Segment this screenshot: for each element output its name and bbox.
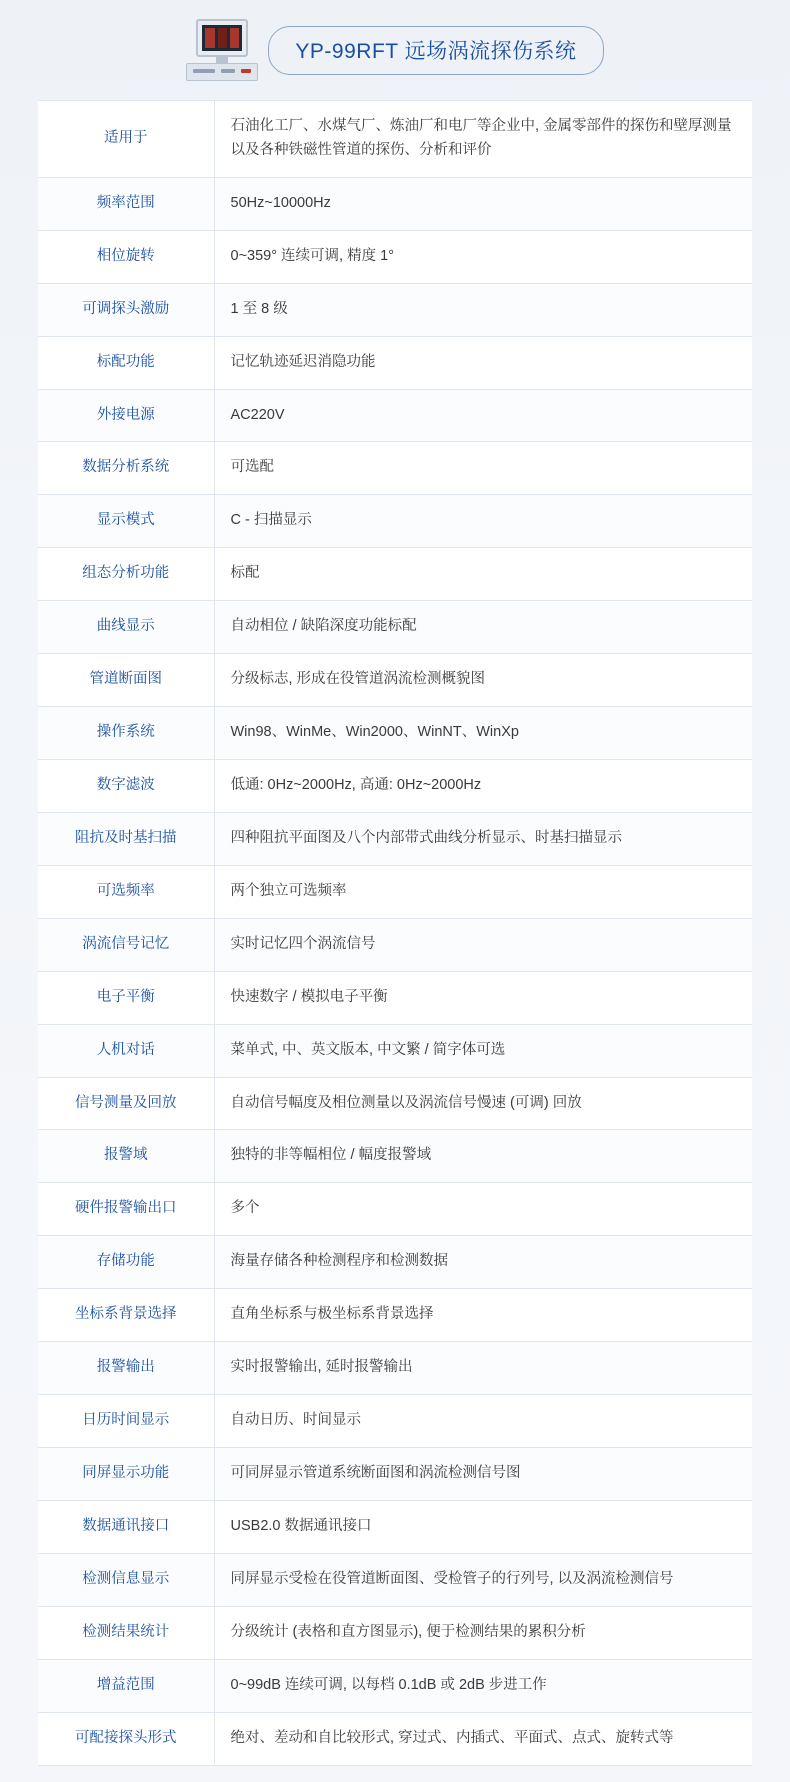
spec-label: 标配功能 [38, 336, 214, 389]
spec-value: 菜单式, 中、英文版本, 中文繁 / 简字体可选 [214, 1024, 752, 1077]
base-slot [193, 69, 215, 73]
spec-value: 自动日历、时间显示 [214, 1395, 752, 1448]
spec-value: 50Hz~10000Hz [214, 177, 752, 230]
table-row [38, 1606, 752, 1659]
spec-value: 自动信号幅度及相位测量以及涡流信号慢速 (可调) 回放 [214, 1077, 752, 1130]
spec-value: 绝对、差动和自比较形式, 穿过式、内插式、平面式、点式、旋转式等 [214, 1712, 752, 1765]
spec-label: 外接电源 [38, 389, 214, 442]
spec-value: 自动相位 / 缺陷深度功能标配 [214, 601, 752, 654]
table-row [38, 1712, 752, 1765]
table-row [38, 1289, 752, 1342]
table-row [38, 1447, 752, 1500]
table-row [38, 759, 752, 812]
spec-label: 日历时间显示 [38, 1395, 214, 1448]
spec-label: 存储功能 [38, 1236, 214, 1289]
table-row [38, 1024, 752, 1077]
spec-label: 涡流信号记忆 [38, 918, 214, 971]
spec-label: 增益范围 [38, 1659, 214, 1712]
spec-value: 四种阻抗平面图及八个内部带式曲线分析显示、时基扫描显示 [214, 812, 752, 865]
table-row [38, 1500, 752, 1553]
spec-label: 电子平衡 [38, 971, 214, 1024]
table-row [38, 707, 752, 760]
table-row [38, 654, 752, 707]
display-cell [218, 28, 227, 48]
spec-value: 多个 [214, 1183, 752, 1236]
specification-table [38, 100, 752, 1766]
spec-value: 两个独立可选频率 [214, 865, 752, 918]
table-row [38, 548, 752, 601]
spec-label: 操作系统 [38, 707, 214, 760]
page-header [0, 0, 790, 100]
spec-label: 报警输出 [38, 1342, 214, 1395]
spec-value: 标配 [214, 548, 752, 601]
spec-label: 可选频率 [38, 865, 214, 918]
spec-value: 石油化工厂、水煤气厂、炼油厂和电厂等企业中, 金属零部件的探伤和壁厚测量以及各种铁磁性管道的探伤、分析和评价 [214, 101, 752, 178]
spec-label: 报警域 [38, 1130, 214, 1183]
display-cell [205, 28, 214, 48]
table-row [38, 812, 752, 865]
base-slot [221, 69, 235, 73]
spec-value: 实时记忆四个涡流信号 [214, 918, 752, 971]
table-row [38, 1130, 752, 1183]
spec-label: 信号测量及回放 [38, 1077, 214, 1130]
table-row [38, 1659, 752, 1712]
table-row [38, 442, 752, 495]
spec-value: 记忆轨迹延迟消隐功能 [214, 336, 752, 389]
monitor-icon [186, 17, 258, 83]
spec-value: 分级统计 (表格和直方图显示), 便于检测结果的累积分析 [214, 1606, 752, 1659]
spec-label: 阻抗及时基扫描 [38, 812, 214, 865]
spec-value: 海量存储各种检测程序和检测数据 [214, 1236, 752, 1289]
spec-value: Win98、WinMe、Win2000、WinNT、WinXp [214, 707, 752, 760]
spec-value: USB2.0 数据通讯接口 [214, 1500, 752, 1553]
spec-label: 可配接探头形式 [38, 1712, 214, 1765]
table-row [38, 283, 752, 336]
table-row [38, 1553, 752, 1606]
spec-value: 1 至 8 级 [214, 283, 752, 336]
table-row [38, 336, 752, 389]
table-row [38, 1395, 752, 1448]
spec-label: 坐标系背景选择 [38, 1289, 214, 1342]
spec-label: 可调探头激励 [38, 283, 214, 336]
spec-value: 可选配 [214, 442, 752, 495]
page-title: YP-99RFT 远场涡流探伤系统 [268, 26, 603, 75]
spec-value: 直角坐标系与极坐标系背景选择 [214, 1289, 752, 1342]
table-row [38, 601, 752, 654]
table-row [38, 177, 752, 230]
specification-table-body [38, 101, 752, 1766]
table-row [38, 230, 752, 283]
base-indicator [241, 69, 251, 73]
table-row [38, 1077, 752, 1130]
display-cell [230, 28, 239, 48]
spec-value: 0~99dB 连续可调, 以每档 0.1dB 或 2dB 步进工作 [214, 1659, 752, 1712]
table-row [38, 865, 752, 918]
monitor-display [202, 25, 242, 51]
spec-label: 曲线显示 [38, 601, 214, 654]
instrument-base [186, 63, 258, 81]
spec-value: 快速数字 / 模拟电子平衡 [214, 971, 752, 1024]
spec-label: 数据通讯接口 [38, 1500, 214, 1553]
monitor-screen [196, 19, 248, 57]
bottom-spacer [0, 1766, 790, 1782]
table-row [38, 1236, 752, 1289]
table-row [38, 1342, 752, 1395]
table-row [38, 971, 752, 1024]
spec-label: 检测结果统计 [38, 1606, 214, 1659]
spec-label: 检测信息显示 [38, 1553, 214, 1606]
spec-value: 独特的非等幅相位 / 幅度报警域 [214, 1130, 752, 1183]
spec-value: AC220V [214, 389, 752, 442]
spec-label: 管道断面图 [38, 654, 214, 707]
table-row [38, 389, 752, 442]
spec-label: 频率范围 [38, 177, 214, 230]
spec-label: 显示模式 [38, 495, 214, 548]
spec-value: 可同屏显示管道系统断面图和涡流检测信号图 [214, 1447, 752, 1500]
spec-value: 分级标志, 形成在役管道涡流检测概貌图 [214, 654, 752, 707]
table-row [38, 101, 752, 178]
spec-value: 实时报警输出, 延时报警输出 [214, 1342, 752, 1395]
table-row [38, 918, 752, 971]
spec-value: 同屏显示受检在役管道断面图、受检管子的行列号, 以及涡流检测信号 [214, 1553, 752, 1606]
table-row [38, 495, 752, 548]
spec-value: 低通: 0Hz~2000Hz, 高通: 0Hz~2000Hz [214, 759, 752, 812]
spec-label: 人机对话 [38, 1024, 214, 1077]
spec-label: 硬件报警输出口 [38, 1183, 214, 1236]
spec-label: 组态分析功能 [38, 548, 214, 601]
spec-value: C - 扫描显示 [214, 495, 752, 548]
spec-label: 同屏显示功能 [38, 1447, 214, 1500]
spec-label: 数字滤波 [38, 759, 214, 812]
spec-value: 0~359° 连续可调, 精度 1° [214, 230, 752, 283]
spec-label: 相位旋转 [38, 230, 214, 283]
table-row [38, 1183, 752, 1236]
spec-label: 适用于 [38, 101, 214, 178]
spec-label: 数据分析系统 [38, 442, 214, 495]
